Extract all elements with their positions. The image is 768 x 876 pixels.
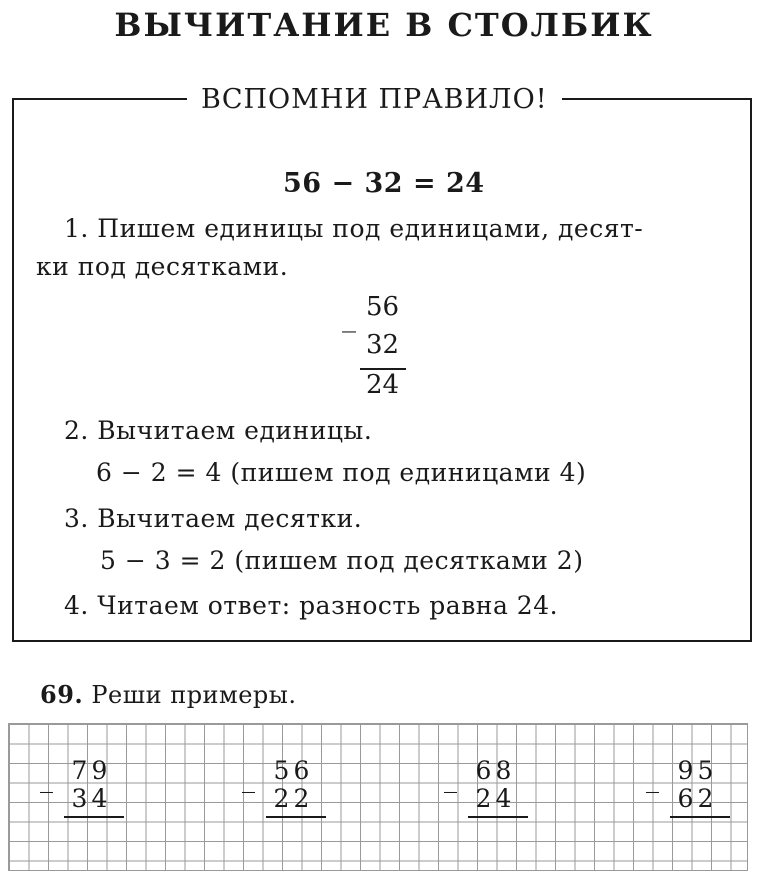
example-digit: 3 [71, 784, 88, 813]
example-digit: 9 [91, 756, 108, 785]
step1-line1: 1. Пишем единицы под единицами, десят- [64, 214, 644, 243]
example-digit: 2 [273, 784, 290, 813]
example-digit: 7 [71, 756, 88, 785]
rule-header: ВСПОМНИ ПРАВИЛО! [187, 84, 562, 115]
example-minus-sign: _ [646, 764, 659, 794]
example-digit: 4 [91, 784, 108, 813]
step1-line2: ки под десятками. [36, 252, 289, 281]
squared-grid [8, 723, 748, 871]
task-heading [40, 680, 297, 709]
example-digit: 6 [475, 756, 492, 785]
example-digit: 9 [677, 756, 694, 785]
example-digit: 5 [273, 756, 290, 785]
example-minus-sign: _ [242, 764, 255, 794]
example-underline [468, 816, 528, 818]
example-underline [64, 816, 124, 818]
example-digit: 2 [293, 784, 310, 813]
example-underline [266, 816, 326, 818]
task-number: 69. [40, 680, 84, 709]
example-digit: 2 [475, 784, 492, 813]
column-minus-sign: _ [342, 300, 356, 333]
column-result: 24 [366, 370, 400, 400]
example-digit: 8 [495, 756, 512, 785]
example-digit: 6 [677, 784, 694, 813]
example-digit: 6 [293, 756, 310, 785]
example-digit: 2 [697, 784, 714, 813]
step2: 2. Вычитаем единицы. [64, 416, 373, 445]
step3-detail: 5 − 3 = 2 (пишем под десятками 2) [100, 546, 584, 575]
task-text: Реши примеры. [91, 681, 297, 709]
example-digit: 5 [697, 756, 714, 785]
example-minus-sign: _ [444, 764, 457, 794]
page-title: ВЫЧИТАНИЕ В СТОЛБИК [114, 6, 654, 44]
column-subtrahend: 32 [366, 330, 400, 360]
example-underline [670, 816, 730, 818]
example-digit: 4 [495, 784, 512, 813]
example-minus-sign: _ [40, 764, 53, 794]
step2-detail: 6 − 2 = 4 (пишем под единицами 4) [96, 458, 587, 487]
step3: 3. Вычитаем десятки. [64, 504, 363, 533]
step4: 4. Читаем ответ: разность равна 24. [64, 591, 559, 620]
rule-equation: 56 − 32 = 24 [283, 168, 485, 199]
column-minuend: 56 [366, 292, 400, 322]
